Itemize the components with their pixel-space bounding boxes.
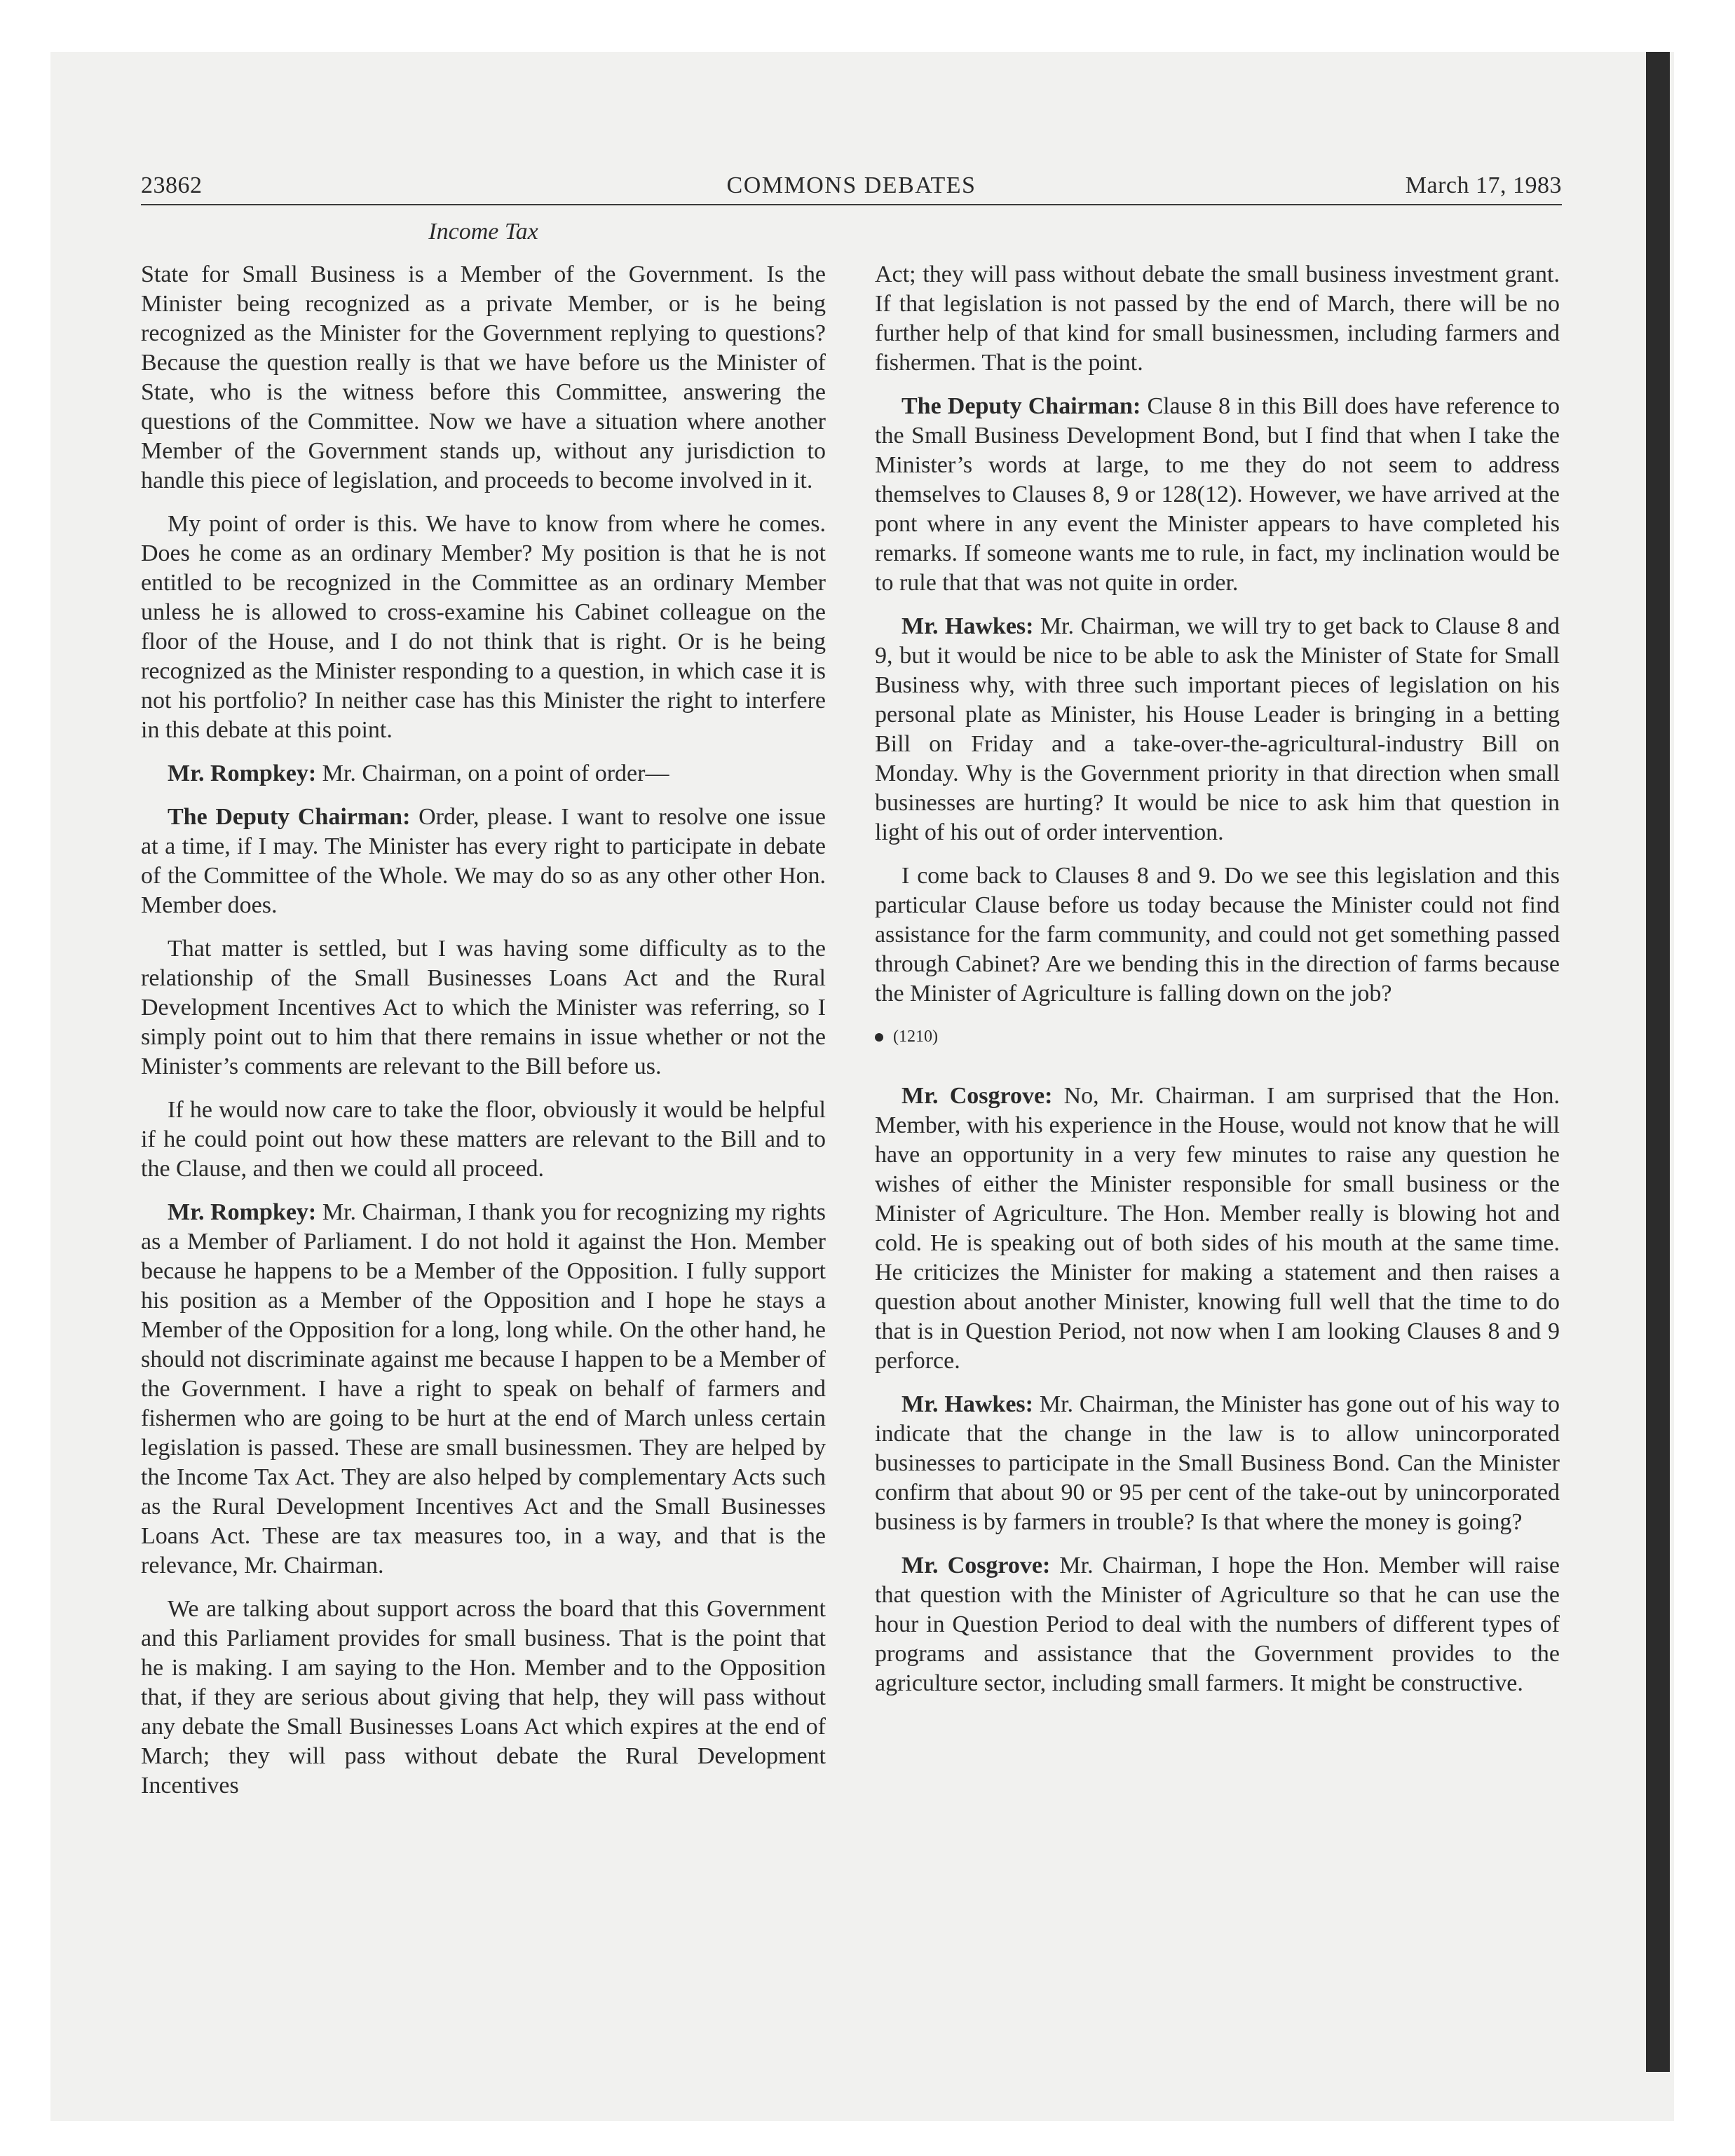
paragraph <box>875 260 1560 378</box>
running-header <box>141 172 1562 205</box>
paragraph-text: Clause 8 in this Bill does have reference to the Small Business Development Bond, but I find that when I take the Minister’s words at large, to me they do not seem to address themselves to Clauses 8, 9 or 128(12). However, we have arrived at the pont where in any event the Minister appears to have completed his remarks. If someone wants me to rule, in fact, my inclination would be to rule that that was not quite in order. <box>875 393 1560 596</box>
paragraph <box>141 1595 826 1801</box>
right-column-paragraphs-bottom <box>875 1082 1560 1698</box>
speech-paragraph <box>875 1390 1560 1537</box>
paragraph-text: No, Mr. Chairman. I am surprised that the Hon. Member, with his experience in the House, would not know that he will have an opportunity in a very few minutes to raise any question he wishes of either the Minister responsible for small business or the Minister of Agriculture. The Hon. Member really is blowing hot and cold. He is speaking out of both sides of his mouth at the same time. He criticizes the Minister for making a statement and then raises a question about another Minister, knowing full well that the time to do that is in Question Period, not now when I am looking Clauses 8 and 9 perforce. <box>875 1083 1560 1374</box>
left-column-paragraphs <box>141 260 826 1801</box>
paragraph-text: Mr. Chairman, the Minister has gone out of his way to indicate that the change in the law is to allow unincorporated businesses to participate in the Small Business Bond. Can the Minister confirm that about 90 or 95 per cent of the take-out by unincorporated business is by farmers in trouble? Is that where the money is going? <box>875 1391 1560 1535</box>
publication-title: COMMONS DEBATES <box>726 172 977 198</box>
speech-paragraph <box>875 392 1560 598</box>
paragraph <box>141 260 826 496</box>
right-column-paragraphs-top <box>875 260 1560 1009</box>
speaker-name: Mr. Cosgrove: <box>901 1083 1053 1109</box>
paragraph-text: That matter is settled, but I was having some difficulty as to the relationship of the Small Businesses Loans Act and the Rural Development Incentives Act to which the Minister was referring, so I simply point out to him that there remains in issue whether or not the Minister’s comments are relevant to the Bill before us. <box>141 936 826 1079</box>
right-column-top-spacer <box>875 210 1560 260</box>
paragraph-text: Order, please. I want to resolve one issue at a time, if I may. The Minister has every right to participate in debate of the Committee of the Whole. We may do so as any other other Hon. Member does. <box>141 804 826 918</box>
bullet-icon <box>875 1033 883 1042</box>
speech-paragraph <box>875 1551 1560 1698</box>
page-number: 23862 <box>141 172 203 198</box>
speaker-name: Mr. Rompkey: <box>168 760 317 786</box>
time-marker-label: (1210) <box>893 1028 938 1046</box>
speech-paragraph <box>141 1198 826 1581</box>
speaker-name: Mr. Rompkey: <box>168 1199 317 1225</box>
paragraph <box>141 510 826 745</box>
paragraph <box>141 1096 826 1184</box>
paragraph-text: I come back to Clauses 8 and 9. Do we see this legislation and this particular Clause before us today because the Minister could not find assistance for the farm community, and could not get something passed through Cabinet? Are we bending this in the direction of farms because the Minister of Agriculture is falling down on the job? <box>875 863 1560 1007</box>
paragraph-text: Act; they will pass without debate the small business investment grant. If that legislation is not passed by the end of March, there will be no further help of that kind for small businessmen, including farmers and fishermen. That is the point. <box>875 261 1560 376</box>
left-column <box>141 210 826 1815</box>
speech-paragraph <box>875 612 1560 847</box>
speaker-name: Mr. Hawkes: <box>901 1391 1033 1417</box>
speaker-name: Mr. Hawkes: <box>901 613 1034 639</box>
speech-paragraph <box>141 759 826 789</box>
paragraph-text: Mr. Chairman, we will try to get back to Clause 8 and 9, but it would be nice to be able to ask the Minister of State for Small Business why, with three such important pieces of legislation on his personal plate as Minister, his House Leader is bringing in a betting Bill on Friday and a take-over-the-agricultural-industry Bill on Monday. Why is the Government priority in that direction when small businesses are hurting? It would be nice to ask him that question in light of his out of order intervention. <box>875 613 1560 845</box>
hansard-page <box>141 172 1562 1799</box>
paragraph <box>875 861 1560 1009</box>
speech-paragraph <box>875 1082 1560 1376</box>
speech-paragraph <box>141 803 826 920</box>
paragraph-text: My point of order is this. We have to know from where he comes. Does he come as an ordinary Member? My position is that he is not entitled to be recognized in the Committee as an ordinary Member unless he is allowed to cross-examine his Cabinet colleague on the floor of the House, and I do not think that is right. Or is he being recognized as the Minister responding to a question, in which case it is not his portfolio? In neither case has this Minister the right to interfere in this debate at this point. <box>141 511 826 743</box>
paragraph-text: State for Small Business is a Member of the Government. Is the Minister being recognized as a private Member, or is he being recognized as the Minister for the Government replying to questions? Because the question really is that we have before us the Minister of State, who is the witness before this Committee, answering the questions of the Committee. Now we have a situation where another Member of the Government stands up, without any jurisdiction to handle this piece of legislation, and proceeds to become involved in it. <box>141 261 826 493</box>
time-marker <box>875 1023 1560 1051</box>
paragraph-text: Mr. Chairman, on a point of order— <box>322 760 669 786</box>
paragraph <box>141 934 826 1082</box>
paragraph-text: Mr. Chairman, I thank you for recognizing my rights as a Member of Parliament. I do not hold it against the Hon. Member because he happens to be a Member of the Opposition. I fully support his position as a Member of the Opposition and I hope he stays a Member of the Opposition for a long, long while. On the other hand, he should not discriminate against me because I happen to be a Member of the Government. I have a right to speak on behalf of farmers and fishermen who are going to be hurt at the end of March unless certain legislation is passed. These are small businessmen. They are helped by the Income Tax Act. They are also helped by complementary Acts such as the Rural Development Incentives Act and the Small Businesses Loans Act. These are tax measures too, in a way, and that is the relevance, Mr. Chairman. <box>141 1199 826 1578</box>
paragraph-text: If he would now care to take the floor, obviously it would be helpful if he could point out how these matters are relevant to the Bill and to the Clause, and then we could all proceed. <box>141 1097 826 1182</box>
paragraph-text: We are talking about support across the board that this Government and this Parliament provides for small business. That is the point that he is making. I am saying to the Hon. Member and to the Opposition that, if they are serious about giving that help, they will pass without any debate the Small Businesses Loans Act which expires at the end of March; they will pass without debate the Rural Development Incentives <box>141 1596 826 1799</box>
paragraph-text: Mr. Chairman, I hope the Hon. Member will raise that question with the Minister of Agriculture so that he can use the hour in Question Period to deal with the numbers of different types of programs and assistance that the Government provides to the agriculture sector, including small farmers. It might be constructive. <box>875 1553 1560 1696</box>
scan-edge-shadow <box>1646 52 1670 2072</box>
right-column <box>875 210 1560 1712</box>
speaker-name: The Deputy Chairman: <box>901 393 1141 419</box>
section-title: Income Tax <box>428 219 538 245</box>
speaker-name: The Deputy Chairman: <box>168 804 411 830</box>
speaker-name: Mr. Cosgrove: <box>901 1553 1051 1578</box>
sitting-date: March 17, 1983 <box>1405 172 1562 198</box>
